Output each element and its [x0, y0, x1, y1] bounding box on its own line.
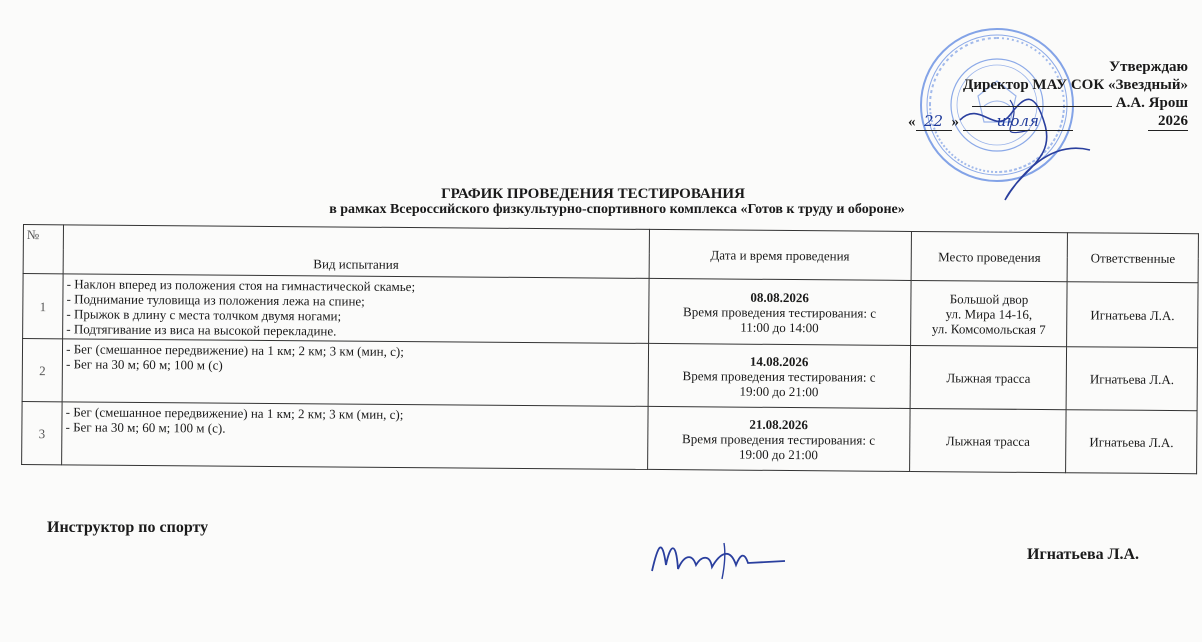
- schedule-table: [21, 224, 1199, 474]
- table-row: [23, 274, 1198, 348]
- header-date: Дата и время проведения: [649, 229, 912, 280]
- document-subtitle: в рамках Всероссийского физкультурно-спортивного комплекса «Готов к труду и обороне»: [329, 202, 905, 217]
- row-num: 2: [22, 339, 63, 402]
- row-place: Лыжная трасса: [910, 408, 1067, 472]
- approval-date-line: « 22 » июля 2026: [908, 112, 1188, 130]
- row-num: 3: [22, 401, 63, 464]
- header-resp: Ответственные: [1067, 233, 1198, 283]
- director-name: А.А. Ярош: [868, 94, 1188, 112]
- row-place: Большой двор ул. Мира 14-16, ул. Комсомольская 7: [910, 280, 1067, 346]
- row-place: Лыжная трасса: [910, 345, 1067, 409]
- header-num: №: [23, 225, 64, 274]
- table-row: [22, 339, 1197, 411]
- instructor-signature-icon: [640, 525, 790, 585]
- row-date: 14.08.2026 Время проведения тестирования: с 19:00 до 21:00: [648, 343, 911, 408]
- table-row: [22, 401, 1197, 473]
- row-types: - Наклон вперед из положения стоя на гимнастической скамье; - Поднимание туловища из положения лежа на спине; - Прыжок в длину с места толчком двумя ногами; - Подтягивание из виса на высокой перекладине.: [63, 274, 649, 344]
- approval-year: 2026: [1148, 112, 1188, 131]
- approve-label: Утверждаю: [1109, 59, 1188, 75]
- row-resp: Игнатьева Л.А.: [1066, 410, 1197, 474]
- row-resp: Игнатьева Л.А.: [1066, 347, 1197, 411]
- header-type: Вид испытания: [63, 249, 649, 278]
- director-line: Директор МАУ СОК «Звездный»: [963, 77, 1188, 93]
- footer-position: Инструктор по спорту: [47, 519, 209, 536]
- row-date: 08.08.2026 Время проведения тестирования: с 11:00 до 14:00: [648, 278, 911, 345]
- row-num: 1: [23, 274, 64, 339]
- approval-block: [868, 58, 1188, 131]
- approval-day: 22: [916, 112, 952, 131]
- row-types: - Бег (смешанное передвижение) на 1 км; 2 км; 3 км (мин, с); - Бег на 30 м; 60 м; 100 м (с).: [62, 402, 648, 470]
- approval-month: июля: [963, 112, 1073, 131]
- row-types: - Бег (смешанное передвижение) на 1 км; 2 км; 3 км (мин, с); - Бег на 30 м; 60 м; 100 м (с): [62, 339, 648, 407]
- footer-name: Игнатьева Л.А.: [1027, 546, 1140, 563]
- document-title: ГРАФИК ПРОВЕДЕНИЯ ТЕСТИРОВАНИЯ: [441, 186, 745, 202]
- header-place: Место проведения: [911, 231, 1068, 281]
- row-resp: Игнатьева Л.А.: [1067, 282, 1198, 348]
- row-date: 21.08.2026 Время проведения тестирования: с 19:00 до 21:00: [647, 406, 910, 471]
